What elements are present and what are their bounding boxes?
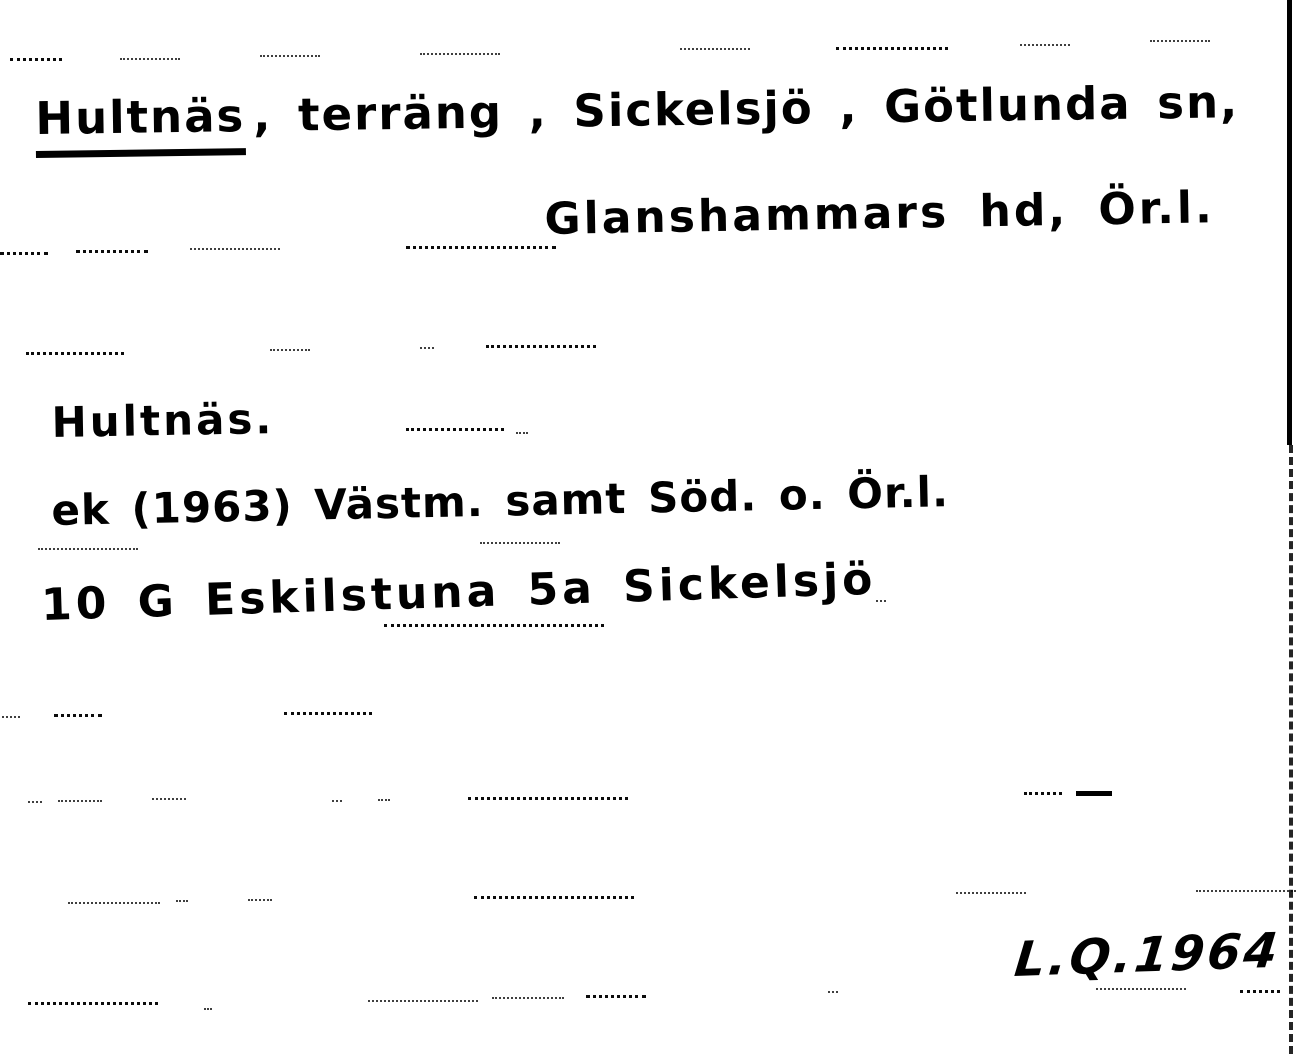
scan-edge-line-dashed (1289, 445, 1293, 1054)
scan-artifact-dotted-line (368, 1000, 478, 1002)
header-district-county: Glanshammars hd, Ör.l. (544, 182, 1216, 245)
scan-artifact-dotted-line (956, 892, 1026, 894)
scan-artifact-dotted-line (76, 250, 148, 253)
scan-artifact-dotted-line (378, 799, 390, 801)
entry-source-reference: ek (1963) Västm. samt Söd. o. Ör.l. (50, 467, 950, 535)
signature: L.Q.1964 (1012, 922, 1284, 988)
scan-artifact-dotted-line (384, 624, 604, 627)
scan-artifact-dotted-line (468, 797, 628, 800)
scan-artifact-dotted-line (586, 995, 646, 998)
scan-artifact-dotted-line (474, 896, 634, 899)
scan-artifact-dotted-line (876, 600, 886, 602)
scan-artifact-dotted-line (420, 347, 434, 349)
header-line1 (35, 75, 1240, 158)
scan-artifact-dotted-line (1024, 792, 1062, 795)
scan-artifact-dotted-line (58, 800, 102, 802)
scan-artifact-dotted-line (406, 246, 556, 249)
scan-artifact-solid-line (1076, 791, 1112, 796)
scan-edge-line-solid (1287, 0, 1292, 445)
scan-artifact-dotted-line (26, 352, 124, 355)
entry-map-sheet-reference: 10 G Eskilstuna 5a Sickelsjö (40, 553, 878, 631)
scan-artifact-dotted-line (486, 345, 596, 348)
scan-artifact-dotted-line (1020, 44, 1070, 46)
scan-artifact-dotted-line (190, 248, 280, 250)
scan-artifact-dotted-line (2, 716, 20, 718)
headword: Hultnäs (35, 89, 246, 158)
scan-artifact-dotted-line (284, 712, 372, 715)
scan-artifact-dotted-line (204, 1008, 212, 1010)
scan-artifact-dotted-line (420, 53, 500, 55)
scan-artifact-dotted-line (0, 252, 48, 255)
scan-artifact-dotted-line (406, 428, 504, 431)
scan-artifact-dotted-line (152, 798, 186, 800)
scan-artifact-dotted-line (1150, 40, 1210, 42)
scan-artifact-dotted-line (176, 900, 188, 902)
scan-artifact-dotted-line (1096, 988, 1186, 990)
scan-artifact-dotted-line (332, 800, 342, 802)
entry-name: Hultnäs. (51, 394, 275, 447)
scan-artifact-dotted-line (68, 902, 160, 904)
scan-artifact-dotted-line (828, 991, 838, 993)
scan-artifact-dotted-line (28, 801, 42, 803)
scan-artifact-dotted-line (120, 58, 180, 60)
scan-artifact-dotted-line (54, 714, 102, 717)
scan-artifact-dotted-line (480, 542, 560, 544)
scan-artifact-dotted-line (38, 548, 138, 550)
scan-artifact-dotted-line (516, 432, 528, 434)
scan-artifact-dotted-line (1240, 990, 1280, 993)
scan-artifact-dotted-line (1196, 890, 1296, 892)
scan-artifact-dotted-line (270, 349, 310, 351)
header-descriptors: , terräng , Sickelsjö , Götlunda sn, (252, 75, 1240, 142)
scan-artifact-dotted-line (248, 899, 272, 901)
scan-artifact-dotted-line (680, 48, 750, 50)
scan-artifact-dotted-line (28, 1002, 158, 1005)
scan-artifact-dotted-line (492, 997, 564, 999)
scan-artifact-dotted-line (260, 55, 320, 57)
scan-artifact-dotted-line (10, 58, 62, 61)
scan-artifact-dotted-line (836, 47, 948, 50)
